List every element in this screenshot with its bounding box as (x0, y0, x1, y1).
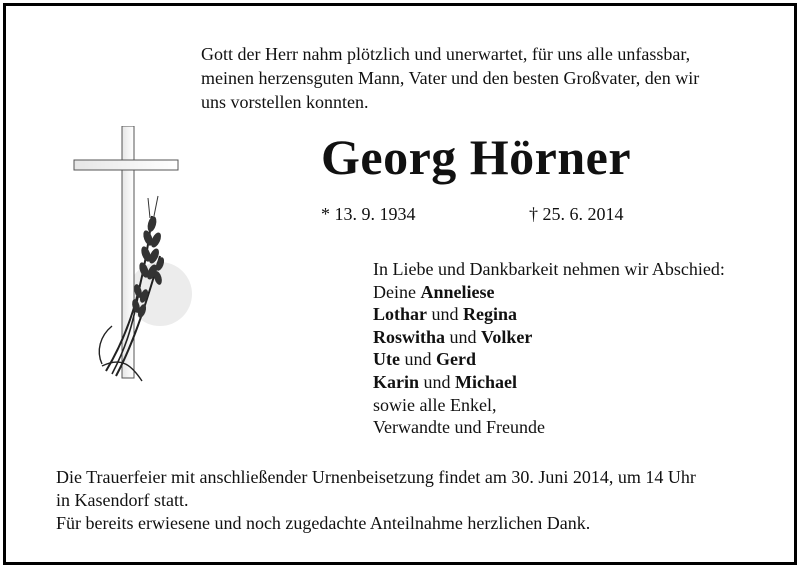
footer-line: in Kasendorf statt. (56, 490, 189, 510)
funeral-notice (56, 466, 696, 535)
list-item: Karin und Michael (373, 371, 517, 392)
death-date: † 25. 6. 2014 (529, 204, 624, 224)
list-item: Lothar und Regina (373, 304, 517, 325)
cross-with-wheat-icon (72, 126, 202, 386)
list-item: Ute und Gerd (373, 349, 476, 370)
list-item: Roswitha und Volker (373, 326, 533, 347)
mourners-list (373, 258, 725, 439)
deceased-name: Georg Hörner (321, 129, 632, 185)
intro-line: uns vorstellen konnten. (201, 92, 369, 112)
list-item: Verwandte und Freunde (373, 417, 545, 438)
list-item: Deine Anneliese (373, 281, 495, 302)
footer-line: Für bereits erwiesene und noch zugedachte Anteilnahme herzlichen Dank. (56, 513, 591, 533)
mourners-heading: In Liebe und Dankbarkeit nehmen wir Abschied: (373, 259, 725, 279)
intro-line: meinen herzensguten Mann, Vater und den besten Großvater, den wir (201, 68, 700, 88)
obituary-frame (3, 3, 797, 565)
list-item: sowie alle Enkel, (373, 394, 497, 415)
footer-line: Die Trauerfeier mit anschließender Urnenbeisetzung findet am 30. Juni 2014, um 14 Uhr (56, 467, 696, 487)
birth-date: * 13. 9. 1934 (321, 204, 416, 224)
intro-line: Gott der Herr nahm plötzlich und unerwartet, für uns alle unfassbar, (201, 44, 691, 64)
intro-text (201, 42, 761, 114)
